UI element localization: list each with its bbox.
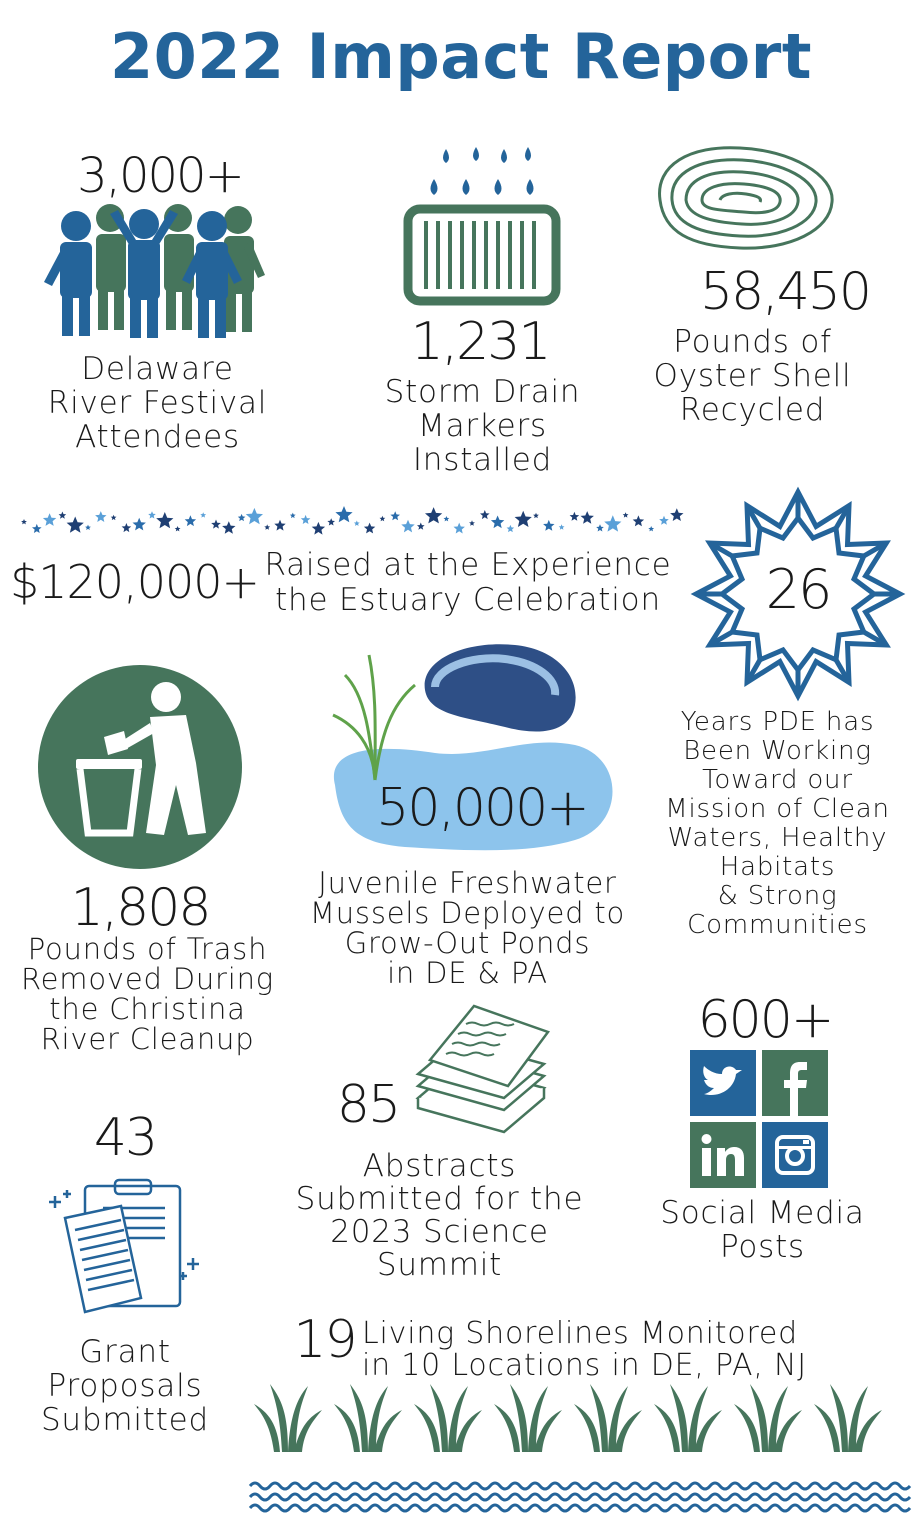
abstracts-value: 85 — [336, 1075, 400, 1135]
storm-drain-value: 1,231 — [410, 312, 550, 372]
oyster-shell-icon — [650, 140, 840, 255]
oyster-value: 58,450 — [700, 262, 870, 322]
festival-value: 3,000+ — [77, 148, 243, 204]
years-value: 26 — [765, 558, 831, 621]
years-label: Years PDE has Been Working Toward our Mission of Clean Waters, Healthy Habitats & Strong Communities — [665, 707, 890, 940]
people-group-icon — [40, 200, 270, 340]
facebook-icon — [762, 1050, 828, 1116]
clipboard-icon — [45, 1178, 205, 1328]
shorelines-label: Living Shorelines Monitored in 10 Locations in DE, PA, NJ — [362, 1316, 807, 1383]
instagram-icon — [762, 1122, 828, 1188]
mussels-value: 50,000+ — [376, 778, 588, 838]
festival-label: Delaware River Festival Attendees — [47, 351, 268, 455]
linkedin-icon — [690, 1122, 756, 1188]
celebration-label: Raised at the Experience the Estuary Celebration — [264, 547, 672, 618]
storm-drain-icon — [400, 145, 565, 305]
celebration-value: $120,000+ — [10, 555, 260, 609]
mussels-label: Juvenile Freshwater Mussels Deployed to Grow-Out Ponds in DE & PA — [309, 866, 626, 990]
grants-label: Grant Proposals Submitted — [40, 1334, 210, 1438]
paper-stack-icon — [412, 1002, 552, 1142]
storm-drain-label: Storm Drain Markers Installed — [384, 374, 581, 478]
abstracts-label: Abstracts Submitted for the 2023 Science Summit — [295, 1148, 584, 1283]
waves-decoration — [250, 1478, 895, 1518]
trash-label: Pounds of Trash Removed During the Christina River Cleanup — [21, 932, 274, 1056]
page-title: 2022 Impact Report — [110, 20, 812, 93]
social-value: 600+ — [697, 990, 833, 1050]
social-label: Social Media Posts — [660, 1195, 865, 1265]
twitter-icon — [690, 1050, 756, 1116]
grass-icon — [250, 1380, 890, 1455]
trash-value: 1,808 — [70, 878, 210, 938]
shorelines-value: 19 — [293, 1310, 356, 1370]
trash-disposal-icon — [38, 665, 243, 870]
grants-value: 43 — [93, 1108, 157, 1168]
oyster-label: Pounds of Oyster Shell Recycled — [653, 324, 852, 428]
stars-icon — [18, 508, 688, 538]
